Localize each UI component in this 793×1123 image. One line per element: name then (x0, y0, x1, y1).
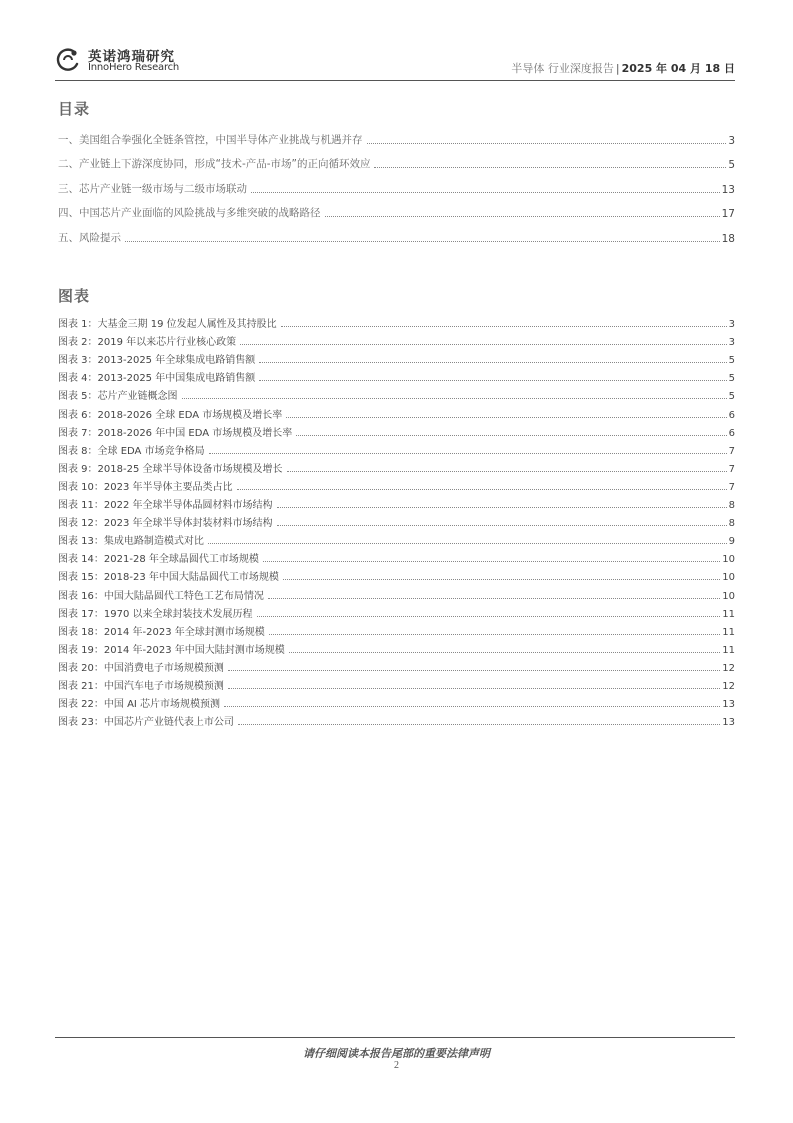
figure-entry-page: 9 (728, 536, 735, 548)
dot-leader (228, 688, 720, 689)
figure-entry-page: 5 (728, 373, 735, 385)
figure-entry-title: 图表 23：中国芯片产业链代表上市公司 (58, 717, 234, 729)
figure-entry-page: 11 (722, 626, 735, 638)
toc-entry-page: 3 (728, 134, 735, 147)
dot-leader (287, 471, 727, 472)
toc-entry-title: 一、美国组合拳强化全链条管控，中国半导体产业挑战与机遇并存 (58, 133, 363, 146)
figure-entry-page: 13 (722, 699, 735, 711)
dot-leader (374, 167, 726, 168)
figure-entry[interactable] (58, 547, 735, 565)
dot-leader (251, 192, 720, 193)
report-category: 半导体 行业深度报告 (511, 62, 614, 75)
figure-entry[interactable] (58, 439, 735, 457)
toc-entry-title: 三、芯片产业链一级市场与二级市场联动 (58, 182, 247, 195)
figure-entry-title: 图表 3：2013-2025 年全球集成电路销售额 (58, 355, 256, 367)
header-separator: | (615, 62, 620, 75)
figure-entry-title: 图表 9：2018-25 全球半导体设备市场规模及增长 (58, 463, 283, 475)
figure-entry-title: 图表 21：中国汽车电子市场规模预测 (58, 680, 224, 692)
figure-entry[interactable] (58, 330, 735, 348)
dot-leader (367, 143, 727, 144)
contents-title: 目录 (58, 100, 91, 118)
figure-entry[interactable] (58, 402, 735, 420)
figure-entry-title: 图表 2：2019 年以来芯片行业核心政策 (58, 337, 237, 349)
figure-entry-title: 图表 20：中国消费电子市场规模预测 (58, 662, 224, 674)
toc-entry[interactable] (58, 171, 735, 196)
figure-entry-title: 图表 1：大基金三期 19 位发起人属性及其持股比 (58, 319, 277, 331)
figure-entry-page: 12 (722, 680, 735, 692)
dot-leader (281, 326, 727, 327)
figure-entry[interactable] (58, 656, 735, 674)
dot-leader (263, 561, 720, 562)
figure-entry-page: 11 (722, 608, 735, 620)
figure-entry[interactable] (58, 475, 735, 493)
figure-entry-page: 3 (728, 337, 735, 349)
figure-entry[interactable] (58, 312, 735, 330)
figure-entry[interactable] (58, 674, 735, 692)
figure-entry-title: 图表 18：2014 年-2023 年全球封测市场规模 (58, 626, 265, 638)
figure-entry[interactable] (58, 602, 735, 620)
toc-entry-title: 二、产业链上下游深度协同，形成“技术-产品-市场”的正向循环效应 (58, 158, 371, 171)
figure-entry[interactable] (58, 583, 735, 601)
figure-entry-page: 10 (722, 590, 735, 602)
dot-leader (286, 417, 726, 418)
toc-entry[interactable] (58, 147, 735, 172)
figures-list (58, 312, 735, 728)
header-meta (511, 60, 735, 76)
figure-entry[interactable] (58, 638, 735, 656)
figure-entry-page: 10 (722, 554, 735, 566)
toc-entry-page: 18 (721, 232, 735, 245)
figure-entry-title: 图表 7：2018-2026 年中国 EDA 市场规模及增长率 (58, 427, 293, 439)
figure-entry[interactable] (58, 620, 735, 638)
dot-leader (237, 489, 727, 490)
figure-entry[interactable] (58, 348, 735, 366)
contents-list (58, 122, 735, 245)
figure-entry-title: 图表 14：2021-28 年全球晶圆代工市场规模 (58, 554, 259, 566)
figure-entry-page: 6 (728, 427, 735, 439)
toc-entry-page: 5 (728, 159, 735, 172)
dot-leader (259, 362, 726, 363)
figure-entry[interactable] (58, 692, 735, 710)
figure-entry-page: 11 (722, 644, 735, 656)
figure-entry-page: 8 (728, 500, 735, 512)
dot-leader (277, 507, 727, 508)
dot-leader (325, 216, 720, 217)
company-logo (55, 44, 255, 78)
figures-title: 图表 (58, 287, 91, 305)
dot-leader (224, 706, 720, 707)
dot-leader (269, 634, 720, 635)
figure-entry-title: 图表 22：中国 AI 芯片市场规模预测 (58, 699, 221, 711)
report-date: 2025 年 04 月 18 日 (621, 62, 735, 75)
dot-leader (289, 652, 720, 653)
figure-entry-page: 7 (728, 481, 735, 493)
logo-en-text: InnoHero Research (88, 62, 180, 73)
figure-entry-page: 5 (728, 355, 735, 367)
figure-entry-title: 图表 11：2022 年全球半导体晶圆材料市场结构 (58, 500, 273, 512)
toc-entry[interactable] (58, 196, 735, 221)
figure-entry-page: 13 (722, 717, 735, 729)
figure-entry[interactable] (58, 421, 735, 439)
figure-entry[interactable] (58, 710, 735, 728)
figure-entry-page: 3 (728, 319, 735, 331)
dot-leader (125, 241, 720, 242)
figure-entry-page: 7 (728, 445, 735, 457)
logo-cn-text: 英诺鸿瑞研究 (88, 49, 175, 65)
dot-leader (228, 670, 720, 671)
figure-entry-page: 8 (728, 518, 735, 530)
dot-leader (182, 398, 727, 399)
figure-entry-title: 图表 5：芯片产业链概念图 (58, 391, 178, 403)
dot-leader (296, 435, 726, 436)
toc-entry-title: 四、中国芯片产业面临的风险挑战与多维突破的战略路径 (58, 207, 321, 220)
dot-leader (259, 380, 726, 381)
dot-leader (208, 543, 727, 544)
figure-entry-title: 图表 8：全球 EDA 市场竞争格局 (58, 445, 205, 457)
figure-entry[interactable] (58, 493, 735, 511)
figure-entry-title: 图表 17：1970 以来全球封装技术发展历程 (58, 608, 253, 620)
dot-leader (238, 724, 720, 725)
dot-leader (277, 525, 727, 526)
dot-leader (240, 344, 726, 345)
figure-entry[interactable] (58, 457, 735, 475)
dot-leader (257, 616, 721, 617)
figure-entry-page: 5 (728, 391, 735, 403)
figure-entry-title: 图表 13：集成电路制造模式对比 (58, 536, 204, 548)
figure-entry-page: 7 (728, 463, 735, 475)
figure-entry-page: 12 (722, 662, 735, 674)
page-number: 2 (394, 1060, 399, 1071)
toc-entry-title: 五、风险提示 (58, 231, 121, 244)
figure-entry[interactable] (58, 565, 735, 583)
legal-notice: 请仔细阅读本报告尾部的重要法律声明 (303, 1047, 490, 1060)
dot-leader (268, 598, 720, 599)
logo-mark-icon (55, 47, 81, 73)
footer-divider (55, 1037, 735, 1038)
toc-entry-page: 13 (721, 183, 735, 196)
figure-entry[interactable] (58, 366, 735, 384)
figure-entry-title: 图表 16：中国大陆晶圆代工特色工艺布局情况 (58, 590, 264, 602)
dot-leader (209, 453, 727, 454)
dot-leader (283, 579, 720, 580)
toc-entry-page: 17 (721, 208, 735, 221)
figure-entry-page: 6 (728, 409, 735, 421)
figure-entry-title: 图表 4：2013-2025 年中国集成电路销售额 (58, 373, 256, 385)
header-divider (55, 80, 735, 81)
figure-entry[interactable] (58, 384, 735, 402)
figure-entry[interactable] (58, 529, 735, 547)
toc-entry[interactable] (58, 122, 735, 147)
figure-entry-title: 图表 19：2014 年-2023 年中国大陆封测市场规模 (58, 644, 285, 656)
figure-entry-page: 10 (722, 572, 735, 584)
figure-entry[interactable] (58, 511, 735, 529)
toc-entry[interactable] (58, 220, 735, 245)
figure-entry-title: 图表 10：2023 年半导体主要品类占比 (58, 481, 233, 493)
page-header (55, 44, 735, 80)
figure-entry-title: 图表 12：2023 年全球半导体封装材料市场结构 (58, 518, 273, 530)
figure-entry-title: 图表 15：2018-23 年中国大陆晶圆代工市场规模 (58, 572, 279, 584)
figure-entry-title: 图表 6：2018-2026 全球 EDA 市场规模及增长率 (58, 409, 283, 421)
